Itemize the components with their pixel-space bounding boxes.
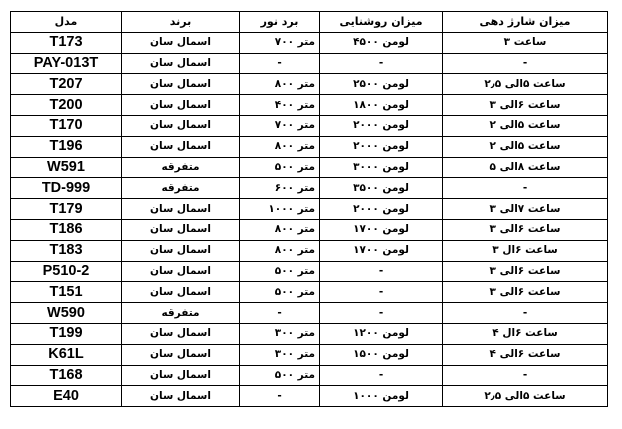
cell-range: متر ۵۰۰: [240, 282, 320, 303]
cell-brand: متفرقه: [122, 157, 240, 178]
header-range: برد نور: [240, 12, 320, 33]
cell-luminance: -: [320, 365, 443, 386]
cell-charge: ساعت ۶الی ۳: [443, 282, 608, 303]
table-row: [11, 178, 608, 199]
cell-luminance: لومن ۱۵۰۰: [320, 344, 443, 365]
header-row: [11, 12, 608, 33]
cell-charge: ساعت ۶الی ۳: [443, 261, 608, 282]
cell-range: متر ۸۰۰: [240, 136, 320, 157]
table-row: [11, 32, 608, 53]
cell-charge: ساعت ۶ال ۴: [443, 323, 608, 344]
cell-luminance: لومن ۲۵۰۰: [320, 74, 443, 95]
cell-model: T151: [11, 282, 122, 303]
table-row: [11, 386, 608, 407]
cell-range: متر ۸۰۰: [240, 240, 320, 261]
header-luminance: میزان روشنایی: [320, 12, 443, 33]
cell-luminance: لومن ۳۵۰۰: [320, 178, 443, 199]
cell-brand: اسمال سان: [122, 95, 240, 116]
cell-charge: ساعت ۵الی ۲: [443, 115, 608, 136]
cell-luminance: -: [320, 303, 443, 324]
table-body: [11, 32, 608, 406]
cell-brand: اسمال سان: [122, 32, 240, 53]
cell-charge: ساعت ۶ال ۳: [443, 240, 608, 261]
spec-table: [10, 11, 608, 407]
cell-charge: ساعت ۶الی ۴: [443, 344, 608, 365]
cell-range: متر ۳۰۰: [240, 323, 320, 344]
cell-luminance: لومن ۴۵۰۰: [320, 32, 443, 53]
cell-brand: اسمال سان: [122, 386, 240, 407]
cell-charge: ساعت ۳: [443, 32, 608, 53]
header-brand: برند: [122, 12, 240, 33]
cell-luminance: لومن ۱۷۰۰: [320, 219, 443, 240]
table-row: [11, 219, 608, 240]
table-row: [11, 240, 608, 261]
table-row: [11, 199, 608, 220]
cell-charge: -: [443, 365, 608, 386]
cell-model: T170: [11, 115, 122, 136]
cell-model: T173: [11, 32, 122, 53]
cell-range: -: [240, 53, 320, 74]
table-row: [11, 95, 608, 116]
table-row: [11, 365, 608, 386]
cell-luminance: -: [320, 261, 443, 282]
cell-brand: اسمال سان: [122, 261, 240, 282]
cell-charge: ساعت ۵الی ۲٫۵: [443, 74, 608, 95]
cell-model: T200: [11, 95, 122, 116]
cell-brand: اسمال سان: [122, 74, 240, 95]
cell-model: T207: [11, 74, 122, 95]
cell-model: T186: [11, 219, 122, 240]
table-row: [11, 303, 608, 324]
cell-model: P510-2: [11, 261, 122, 282]
cell-brand: اسمال سان: [122, 365, 240, 386]
cell-brand: اسمال سان: [122, 53, 240, 74]
cell-model: W590: [11, 303, 122, 324]
cell-brand: اسمال سان: [122, 282, 240, 303]
cell-luminance: لومن ۲۰۰۰: [320, 199, 443, 220]
table-row: [11, 53, 608, 74]
cell-model: T168: [11, 365, 122, 386]
cell-brand: متفرقه: [122, 178, 240, 199]
cell-range: متر ۸۰۰: [240, 74, 320, 95]
table-row: [11, 282, 608, 303]
header-model: مدل: [11, 12, 122, 33]
cell-range: -: [240, 303, 320, 324]
cell-luminance: لومن ۱۷۰۰: [320, 240, 443, 261]
table-row: [11, 261, 608, 282]
cell-range: متر ۵۰۰: [240, 261, 320, 282]
cell-range: متر ۱۰۰۰: [240, 199, 320, 220]
cell-model: TD-999: [11, 178, 122, 199]
cell-luminance: لومن ۳۰۰۰: [320, 157, 443, 178]
cell-charge: ساعت ۶الی ۳: [443, 95, 608, 116]
cell-charge: -: [443, 53, 608, 74]
cell-range: متر ۶۰۰: [240, 178, 320, 199]
cell-luminance: لومن ۱۲۰۰: [320, 323, 443, 344]
cell-charge: ساعت ۷الی ۳: [443, 199, 608, 220]
cell-model: W591: [11, 157, 122, 178]
cell-charge: -: [443, 303, 608, 324]
cell-charge: ساعت ۸الی ۵: [443, 157, 608, 178]
cell-model: E40: [11, 386, 122, 407]
cell-model: T196: [11, 136, 122, 157]
table-row: [11, 323, 608, 344]
cell-brand: متفرقه: [122, 303, 240, 324]
cell-luminance: -: [320, 282, 443, 303]
header-charge: میزان شارژ دهی: [443, 12, 608, 33]
cell-range: -: [240, 386, 320, 407]
cell-range: متر ۷۰۰: [240, 32, 320, 53]
cell-brand: اسمال سان: [122, 323, 240, 344]
cell-range: متر ۸۰۰: [240, 219, 320, 240]
cell-range: متر ۴۰۰: [240, 95, 320, 116]
cell-model: K61L: [11, 344, 122, 365]
cell-luminance: لومن ۱۸۰۰: [320, 95, 443, 116]
cell-brand: اسمال سان: [122, 136, 240, 157]
cell-range: متر ۵۰۰: [240, 365, 320, 386]
cell-model: PAY-013T: [11, 53, 122, 74]
cell-brand: اسمال سان: [122, 240, 240, 261]
cell-brand: اسمال سان: [122, 199, 240, 220]
table-row: [11, 157, 608, 178]
cell-charge: ساعت ۵الی ۲٫۵: [443, 386, 608, 407]
table-row: [11, 136, 608, 157]
cell-model: T179: [11, 199, 122, 220]
cell-luminance: لومن ۲۰۰۰: [320, 136, 443, 157]
cell-brand: اسمال سان: [122, 115, 240, 136]
cell-range: متر ۳۰۰: [240, 344, 320, 365]
cell-brand: اسمال سان: [122, 219, 240, 240]
cell-charge: ساعت ۵الی ۲: [443, 136, 608, 157]
table-row: [11, 115, 608, 136]
cell-model: T183: [11, 240, 122, 261]
cell-charge: -: [443, 178, 608, 199]
cell-charge: ساعت ۶الی ۳: [443, 219, 608, 240]
cell-range: متر ۷۰۰: [240, 115, 320, 136]
cell-luminance: لومن ۱۰۰۰: [320, 386, 443, 407]
cell-brand: اسمال سان: [122, 344, 240, 365]
cell-model: T199: [11, 323, 122, 344]
cell-luminance: لومن ۲۰۰۰: [320, 115, 443, 136]
cell-range: متر ۵۰۰: [240, 157, 320, 178]
cell-luminance: -: [320, 53, 443, 74]
table-row: [11, 74, 608, 95]
table-row: [11, 344, 608, 365]
